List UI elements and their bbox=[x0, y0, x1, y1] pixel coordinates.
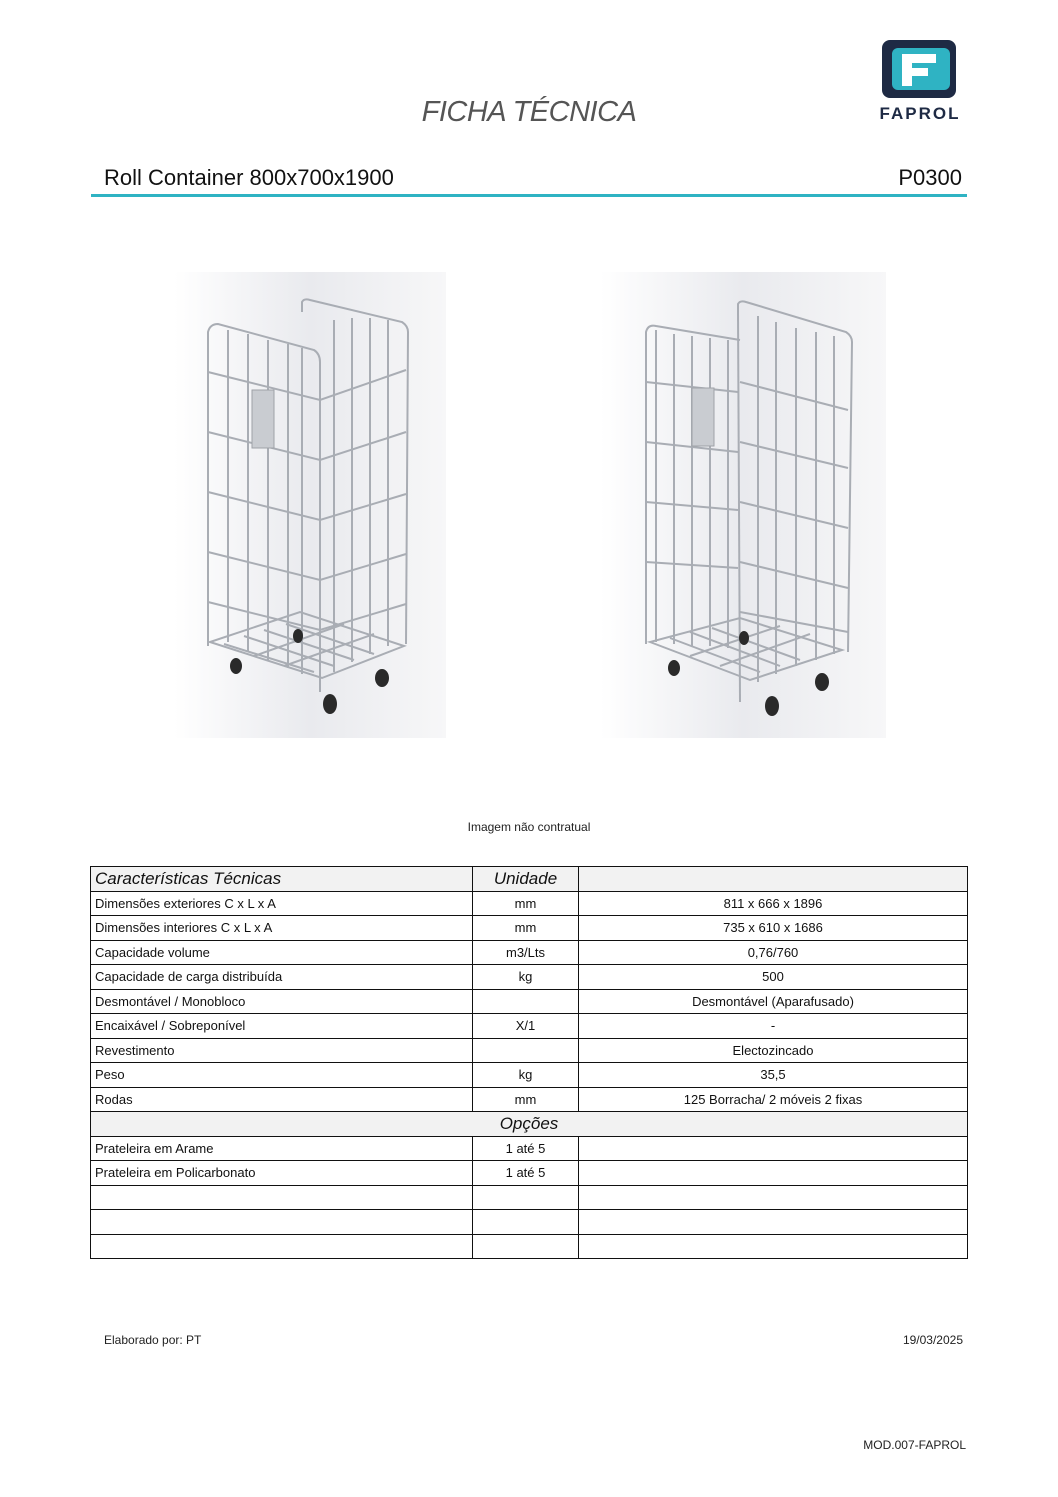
product-image-closed bbox=[174, 272, 446, 738]
header-unit: Unidade bbox=[473, 867, 579, 892]
table-row bbox=[91, 940, 968, 965]
prepared-by: Elaborado por: PT bbox=[104, 1333, 202, 1347]
row-unit: m3/Lts bbox=[473, 940, 579, 965]
option-label bbox=[91, 1185, 473, 1210]
row-label: Revestimento bbox=[91, 1038, 473, 1063]
row-unit: kg bbox=[473, 965, 579, 990]
row-label: Capacidade volume bbox=[91, 940, 473, 965]
spec-table bbox=[90, 866, 968, 1259]
row-value: Desmontável (Aparafusado) bbox=[579, 989, 968, 1014]
product-name: Roll Container 800x700x1900 bbox=[104, 165, 394, 190]
product-code: P0300 bbox=[898, 165, 962, 190]
document-title: FICHA TÉCNICA bbox=[421, 96, 637, 128]
header-value bbox=[579, 867, 968, 892]
row-value: 35,5 bbox=[579, 1063, 968, 1088]
document-date: 19/03/2025 bbox=[902, 1333, 963, 1347]
options-section-header bbox=[91, 1112, 968, 1137]
row-label: Capacidade de carga distribuída bbox=[91, 965, 473, 990]
row-value: - bbox=[579, 1014, 968, 1039]
row-label: Dimensões exteriores C x L x A bbox=[91, 891, 473, 916]
table-row bbox=[91, 1038, 968, 1063]
header-characteristics: Características Técnicas bbox=[91, 867, 473, 892]
table-row bbox=[91, 1136, 968, 1161]
table-row bbox=[91, 891, 968, 916]
row-label: Desmontável / Monobloco bbox=[91, 989, 473, 1014]
row-unit: X/1 bbox=[473, 1014, 579, 1039]
row-label: Peso bbox=[91, 1063, 473, 1088]
faprol-logo bbox=[872, 38, 968, 130]
row-value: 500 bbox=[579, 965, 968, 990]
row-unit: mm bbox=[473, 1087, 579, 1112]
row-label: Rodas bbox=[91, 1087, 473, 1112]
row-value: 125 Borracha/ 2 móveis 2 fixas bbox=[579, 1087, 968, 1112]
option-value bbox=[579, 1210, 968, 1235]
row-value: Electozincado bbox=[579, 1038, 968, 1063]
option-value bbox=[579, 1161, 968, 1186]
row-value: 735 x 610 x 1686 bbox=[579, 916, 968, 941]
header-divider bbox=[91, 194, 967, 197]
row-unit bbox=[473, 989, 579, 1014]
row-value: 0,76/760 bbox=[579, 940, 968, 965]
table-row bbox=[91, 916, 968, 941]
option-unit bbox=[473, 1185, 579, 1210]
table-row bbox=[91, 1014, 968, 1039]
option-value bbox=[579, 1136, 968, 1161]
row-unit: mm bbox=[473, 891, 579, 916]
option-unit bbox=[473, 1210, 579, 1235]
option-unit: 1 até 5 bbox=[473, 1136, 579, 1161]
option-label: Prateleira em Policarbonato bbox=[91, 1161, 473, 1186]
table-row bbox=[91, 965, 968, 990]
table-row bbox=[91, 1210, 968, 1235]
option-value bbox=[579, 1234, 968, 1259]
product-image-open bbox=[600, 272, 886, 738]
option-label bbox=[91, 1234, 473, 1259]
option-unit bbox=[473, 1234, 579, 1259]
options-title: Opções bbox=[91, 1112, 968, 1137]
option-unit: 1 até 5 bbox=[473, 1161, 579, 1186]
table-row bbox=[91, 1087, 968, 1112]
row-value: 811 x 666 x 1896 bbox=[579, 891, 968, 916]
row-unit: mm bbox=[473, 916, 579, 941]
row-label: Dimensões interiores C x L x A bbox=[91, 916, 473, 941]
form-code: MOD.007-FAPROL bbox=[863, 1438, 966, 1452]
image-disclaimer: Imagem não contratual bbox=[467, 820, 591, 834]
option-label: Prateleira em Arame bbox=[91, 1136, 473, 1161]
row-unit bbox=[473, 1038, 579, 1063]
spec-table-header bbox=[91, 867, 968, 892]
table-row bbox=[91, 989, 968, 1014]
table-row bbox=[91, 1234, 968, 1259]
table-row bbox=[91, 1185, 968, 1210]
option-value bbox=[579, 1185, 968, 1210]
row-label: Encaixável / Sobreponível bbox=[91, 1014, 473, 1039]
logo-text: FAPROL bbox=[879, 104, 961, 123]
option-label bbox=[91, 1210, 473, 1235]
logo-mark-icon bbox=[872, 38, 968, 104]
table-row bbox=[91, 1161, 968, 1186]
table-row bbox=[91, 1063, 968, 1088]
row-unit: kg bbox=[473, 1063, 579, 1088]
